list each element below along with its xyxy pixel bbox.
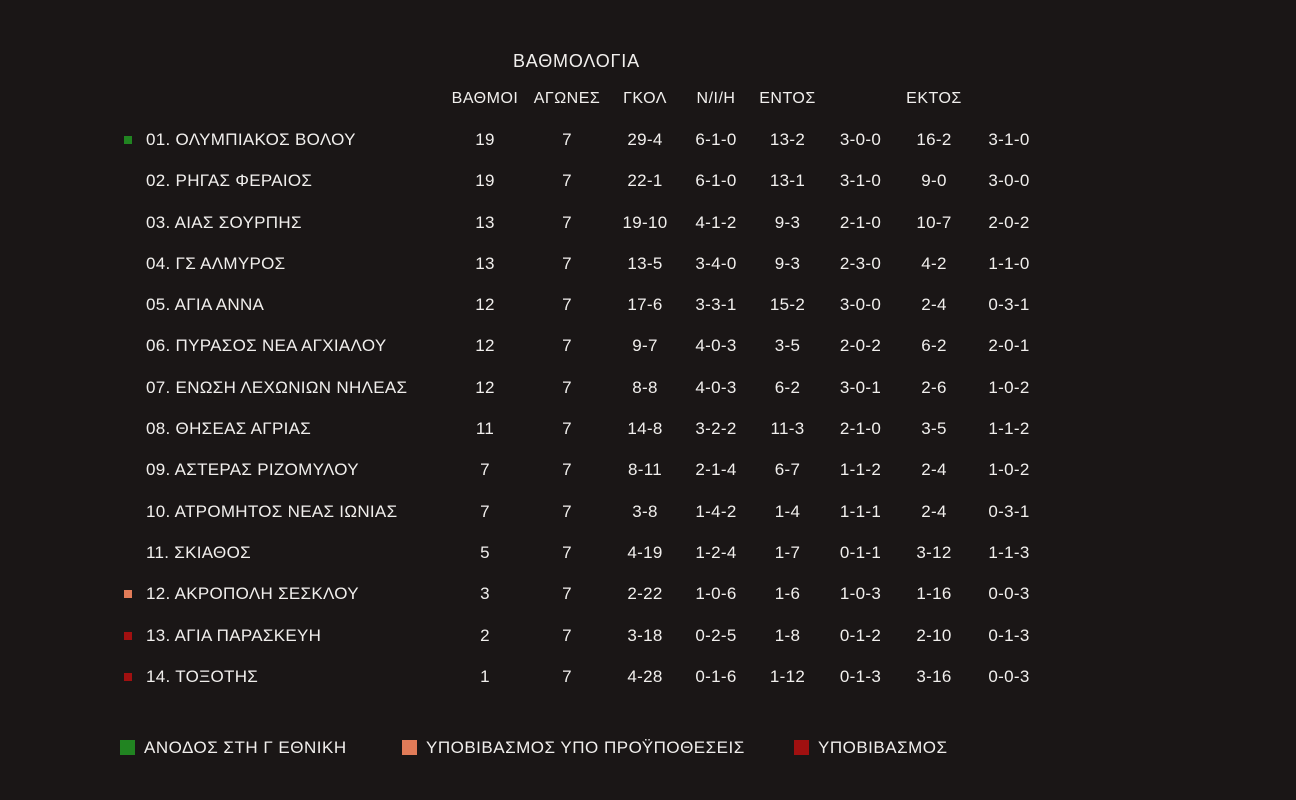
team-name: 06. ΠΥΡΑΣΟΣ ΝΕΑ ΑΓΧΙΑΛΟΥ <box>146 336 387 356</box>
cell-away-record: 1-0-2 <box>988 460 1030 480</box>
cell-record: 4-0-3 <box>695 336 737 356</box>
cell-record: 1-0-6 <box>695 584 737 604</box>
legend-color-square <box>120 740 135 755</box>
cell-home-goals: 1-7 <box>774 542 801 562</box>
cell-record: 6-1-0 <box>695 171 737 191</box>
cell-away-goals: 10-7 <box>916 212 952 232</box>
legend-color-square <box>402 740 417 755</box>
cell-away-record: 0-1-3 <box>988 625 1030 645</box>
table-row-team <box>120 326 445 367</box>
cell-goals: 9-7 <box>632 336 658 356</box>
col-header-goals: ΓΚΟΛ <box>623 89 667 107</box>
cell-away-record: 1-0-2 <box>988 377 1030 397</box>
marker-placeholder <box>124 260 132 268</box>
cell-goals: 3-8 <box>632 501 658 521</box>
cell-goals: 4-28 <box>627 666 663 686</box>
cell-games: 7 <box>562 295 572 315</box>
marker-placeholder <box>124 384 132 392</box>
cell-goals: 14-8 <box>627 419 663 439</box>
cell-goals: 19-10 <box>622 212 668 232</box>
cell-away-goals: 6-2 <box>921 336 947 356</box>
cell-points: 19 <box>475 171 495 191</box>
cell-points: 19 <box>475 129 495 149</box>
cell-home-record: 2-0-2 <box>839 336 882 356</box>
cell-home-record: 0-1-1 <box>839 542 882 562</box>
cell-away-goals: 2-6 <box>921 377 947 397</box>
legend-item-promotion_green <box>120 738 347 758</box>
relegation-marker <box>124 632 132 640</box>
cell-away-goals: 2-4 <box>921 295 947 315</box>
table-row-team <box>120 532 445 573</box>
cell-points: 11 <box>475 419 495 439</box>
table-row-team <box>120 615 445 656</box>
legend-label: ΑΝΟΔΟΣ ΣΤΗ Γ ΕΘΝΙΚΗ <box>144 738 347 757</box>
cell-home-record: 1-1-1 <box>839 501 882 521</box>
team-name: 02. ΡΗΓΑΣ ΦΕΡΑΙΟΣ <box>146 171 313 191</box>
cell-home-goals: 15-2 <box>769 295 806 315</box>
cell-goals: 8-8 <box>632 377 658 397</box>
cell-record: 3-2-2 <box>695 419 737 439</box>
legend <box>0 738 1296 768</box>
cell-away-record: 0-3-1 <box>988 295 1030 315</box>
cell-games: 7 <box>562 542 572 562</box>
table-row-team <box>120 574 445 615</box>
page-title: ΒΑΘΜΟΛΟΓΙΑ <box>513 51 640 71</box>
cell-away-record: 3-0-0 <box>988 171 1030 191</box>
cell-away-record: 1-1-0 <box>988 253 1030 273</box>
cell-home-record: 0-1-2 <box>839 625 882 645</box>
table-row-team <box>120 243 445 284</box>
cell-away-goals: 3-12 <box>916 542 952 562</box>
cell-games: 7 <box>562 419 572 439</box>
cell-away-goals: 3-5 <box>921 419 947 439</box>
legend-color-square <box>794 740 809 755</box>
standings-table <box>120 78 1047 697</box>
cell-home-record: 2-1-0 <box>839 419 882 439</box>
cell-home-goals: 11-3 <box>770 419 805 439</box>
cell-away-goals: 2-4 <box>921 460 947 480</box>
cell-record: 4-1-2 <box>695 212 737 232</box>
cell-games: 7 <box>562 212 572 232</box>
marker-placeholder <box>124 342 132 350</box>
cell-away-record: 3-1-0 <box>988 129 1030 149</box>
marker-placeholder <box>124 301 132 309</box>
cell-away-record: 2-0-2 <box>988 212 1030 232</box>
cell-home-goals: 3-5 <box>774 336 801 356</box>
cell-away-goals: 2-10 <box>916 625 952 645</box>
cell-games: 7 <box>562 171 572 191</box>
team-name: 09. ΑΣΤΕΡΑΣ ΡΙΖΟΜΥΛΟΥ <box>146 460 359 480</box>
cell-points: 13 <box>475 212 495 232</box>
cell-home-goals: 1-4 <box>774 501 801 521</box>
table-row-team <box>120 161 445 202</box>
team-name: 01. ΟΛΥΜΠΙΑΚΟΣ ΒΟΛΟΥ <box>146 129 356 149</box>
marker-placeholder <box>124 177 132 185</box>
cell-games: 7 <box>562 501 572 521</box>
cell-home-record: 1-1-2 <box>839 460 882 480</box>
col-header-away-goals: ΕΚΤΟΣ <box>906 89 962 107</box>
promotion-marker <box>124 136 132 144</box>
cell-record: 3-4-0 <box>695 253 737 273</box>
cell-home-goals: 9-3 <box>774 212 801 232</box>
legend-item-relegation_red <box>794 738 947 758</box>
cell-goals: 13-5 <box>627 253 663 273</box>
cell-points: 12 <box>475 295 495 315</box>
col-header-games: ΑΓΩΝΕΣ <box>533 89 601 107</box>
cell-home-goals: 1-6 <box>774 584 801 604</box>
cell-games: 7 <box>562 460 572 480</box>
cell-points: 13 <box>475 253 495 273</box>
cell-away-record: 0-0-3 <box>988 584 1030 604</box>
col-header-win-draw-loss: Ν/Ι/Η <box>696 89 736 107</box>
team-name: 12. ΑΚΡΟΠΟΛΗ ΣΕΣΚΛΟΥ <box>146 584 359 604</box>
cell-home-goals: 1-12 <box>769 666 806 686</box>
marker-placeholder <box>124 219 132 227</box>
cell-away-record: 2-0-1 <box>988 336 1030 356</box>
team-name: 14. ΤΟΞΟΤΗΣ <box>146 666 259 686</box>
cell-games: 7 <box>562 666 572 686</box>
cell-away-goals: 3-16 <box>916 666 952 686</box>
cell-points: 7 <box>480 460 490 480</box>
cell-games: 7 <box>562 129 572 149</box>
cell-home-record: 3-0-1 <box>839 377 882 397</box>
legend-item-conditional_orange <box>402 738 745 758</box>
cell-goals: 22-1 <box>627 171 663 191</box>
cell-home-record: 3-1-0 <box>839 171 882 191</box>
cell-goals: 4-19 <box>627 542 663 562</box>
team-name: 08. ΘΗΣΕΑΣ ΑΓΡΙΑΣ <box>146 419 312 439</box>
table-row-team <box>120 491 445 532</box>
cell-record: 1-2-4 <box>695 542 737 562</box>
cell-away-record: 0-3-1 <box>988 501 1030 521</box>
cell-games: 7 <box>562 336 572 356</box>
table-row-team <box>120 119 445 160</box>
col-header-points: ΒΑΘΜΟΙ <box>451 89 519 107</box>
table-row-team <box>120 202 445 243</box>
cell-home-record: 3-0-0 <box>839 295 882 315</box>
cell-home-record: 3-0-0 <box>839 129 882 149</box>
table-row-team <box>120 408 445 449</box>
cell-points: 1 <box>480 666 490 686</box>
relegation-marker <box>124 673 132 681</box>
legend-label: ΥΠΟΒΙΒΑΣΜΟΣ ΥΠΟ ΠΡΟΫΠΟΘΕΣΕΙΣ <box>426 738 745 757</box>
col-header-home-record <box>824 78 897 119</box>
table-row-team <box>120 450 445 491</box>
cell-goals: 3-18 <box>627 625 663 645</box>
cell-away-goals: 4-2 <box>921 253 947 273</box>
cell-points: 12 <box>475 336 495 356</box>
cell-home-record: 0-1-3 <box>839 666 882 686</box>
cell-away-record: 0-0-3 <box>988 666 1030 686</box>
cell-points: 5 <box>480 542 490 562</box>
cell-games: 7 <box>562 253 572 273</box>
cell-goals: 17-6 <box>627 295 663 315</box>
cell-home-record: 2-3-0 <box>839 253 882 273</box>
cell-goals: 2-22 <box>627 584 663 604</box>
cell-record: 6-1-0 <box>695 129 737 149</box>
table-row-team <box>120 284 445 325</box>
cell-home-record: 2-1-0 <box>839 212 882 232</box>
cell-record: 1-4-2 <box>695 501 737 521</box>
team-name: 13. ΑΓΙΑ ΠΑΡΑΣΚΕΥΗ <box>146 625 322 645</box>
marker-placeholder <box>124 466 132 474</box>
cell-away-goals: 16-2 <box>916 129 952 149</box>
table-row-team <box>120 367 445 408</box>
conditional-relegation-marker <box>124 590 132 598</box>
cell-away-record: 1-1-3 <box>988 542 1030 562</box>
cell-away-goals: 2-4 <box>921 501 947 521</box>
marker-placeholder <box>124 549 132 557</box>
cell-games: 7 <box>562 377 572 397</box>
cell-points: 7 <box>480 501 490 521</box>
team-name: 10. ΑΤΡΟΜΗΤΟΣ ΝΕΑΣ ΙΩΝΙΑΣ <box>146 501 398 521</box>
cell-points: 2 <box>480 625 490 645</box>
team-name: 03. ΑΙΑΣ ΣΟΥΡΠΗΣ <box>146 212 302 232</box>
marker-placeholder <box>124 425 132 433</box>
cell-home-goals: 13-2 <box>769 129 806 149</box>
cell-points: 3 <box>480 584 490 604</box>
marker-placeholder <box>124 508 132 516</box>
cell-away-record: 1-1-2 <box>988 419 1030 439</box>
cell-record: 0-1-6 <box>695 666 737 686</box>
cell-points: 12 <box>475 377 495 397</box>
col-header-home-goals: ΕΝΤΟΣ <box>759 89 816 107</box>
cell-games: 7 <box>562 584 572 604</box>
team-name: 07. ΕΝΩΣΗ ΛΕΧΩΝΙΩΝ ΝΗΛΕΑΣ <box>146 377 408 397</box>
cell-away-goals: 9-0 <box>921 171 947 191</box>
cell-home-goals: 1-8 <box>774 625 801 645</box>
team-name: 05. ΑΓΙΑ ΑΝΝΑ <box>146 295 265 315</box>
col-header-away-record <box>971 78 1047 119</box>
cell-away-goals: 1-16 <box>916 584 952 604</box>
cell-home-goals: 9-3 <box>774 253 801 273</box>
team-name: 04. ΓΣ ΑΛΜΥΡΟΣ <box>146 253 286 273</box>
cell-record: 0-2-5 <box>695 625 737 645</box>
cell-home-record: 1-0-3 <box>839 584 882 604</box>
cell-record: 4-0-3 <box>695 377 737 397</box>
legend-label: ΥΠΟΒΙΒΑΣΜΟΣ <box>818 738 948 757</box>
cell-home-goals: 6-2 <box>774 377 801 397</box>
cell-games: 7 <box>562 625 572 645</box>
cell-record: 2-1-4 <box>695 460 737 480</box>
cell-record: 3-3-1 <box>695 295 737 315</box>
cell-goals: 29-4 <box>627 129 663 149</box>
col-header-team <box>120 78 445 119</box>
cell-home-goals: 6-7 <box>774 460 801 480</box>
table-row-team <box>120 656 445 697</box>
cell-home-goals: 13-1 <box>769 171 806 191</box>
cell-goals: 8-11 <box>628 460 662 480</box>
team-name: 11. ΣΚΙΑΘΟΣ <box>146 542 251 562</box>
